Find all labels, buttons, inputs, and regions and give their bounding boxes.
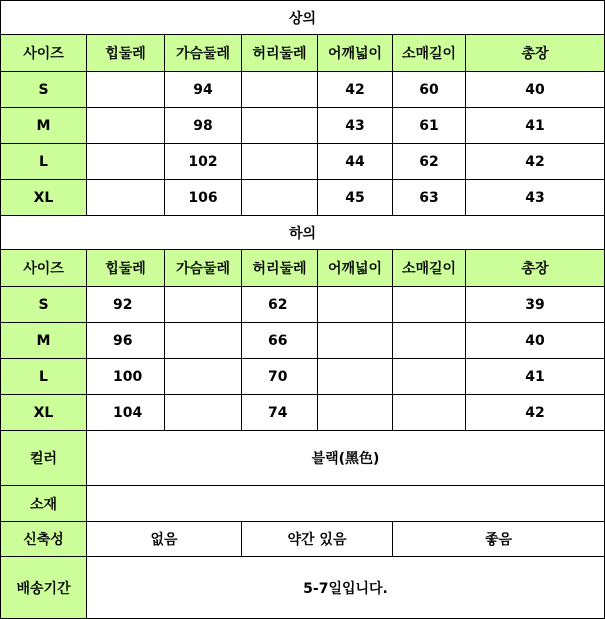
bottom-measure-cell [318,395,393,431]
bottom-measure-cell [318,359,393,395]
material-label: 소재 [1,486,87,522]
bottom-measure-cell [318,287,393,323]
top-size-label: M [1,108,87,144]
top-measure-cell: 45 [318,180,393,216]
top-measure-cell [87,180,165,216]
bottom-measure-cell: 70 [242,359,318,395]
bottom-header-cell: 사이즈 [1,250,87,287]
bottom-table-row [1,287,605,323]
top-measure-cell: 44 [318,144,393,180]
bottom-measure-cell: 66 [242,323,318,359]
top-table-row [1,144,605,180]
bottom-measure-cell: 92 [87,287,165,323]
top-measure-cell [242,180,318,216]
stretch-option-none: 없음 [87,522,242,557]
top-header-cell: 가슴둘레 [165,35,242,72]
bottom-header-cell: 허리둘레 [242,250,318,287]
top-measure-cell: 61 [393,108,466,144]
top-size-label: L [1,144,87,180]
top-measure-cell: 42 [318,72,393,108]
bottom-measure-cell: 40 [466,323,605,359]
stretch-label: 신축성 [1,522,87,557]
bottom-measure-cell [393,395,466,431]
bottom-header-cell: 힙둘레 [87,250,165,287]
stretch-option-some: 약간 있음 [242,522,393,557]
bottom-size-label: XL [1,395,87,431]
top-header-cell: 어깨넓이 [318,35,393,72]
bottom-measure-cell [165,359,242,395]
shipping-label: 배송기간 [1,557,87,619]
top-measure-cell [87,108,165,144]
top-measure-cell [242,144,318,180]
bottom-table-row [1,395,605,431]
bottom-table-row [1,323,605,359]
bottom-section-title: 하의 [1,216,605,250]
top-measure-cell [87,144,165,180]
bottom-measure-cell: 104 [87,395,165,431]
top-section-title: 상의 [1,1,605,35]
bottom-measure-cell [393,359,466,395]
top-measure-cell: 63 [393,180,466,216]
bottom-measure-cell: 39 [466,287,605,323]
bottom-measure-cell: 41 [466,359,605,395]
bottom-header-cell: 소매길이 [393,250,466,287]
bottom-size-label: M [1,323,87,359]
bottom-header-cell: 가슴둘레 [165,250,242,287]
top-table-row [1,72,605,108]
color-value: 블랙(黑色) [87,431,605,486]
stretch-option-good: 좋음 [393,522,605,557]
top-header-cell: 소매길이 [393,35,466,72]
top-measure-cell: 60 [393,72,466,108]
top-measure-cell: 62 [393,144,466,180]
bottom-measure-cell [165,395,242,431]
top-measure-cell: 102 [165,144,242,180]
top-table-row [1,108,605,144]
shipping-value: 5-7일입니다. [87,557,605,619]
bottom-size-label: S [1,287,87,323]
top-header-cell: 사이즈 [1,35,87,72]
top-measure-cell [242,72,318,108]
bottom-size-label: L [1,359,87,395]
bottom-measure-cell: 62 [242,287,318,323]
bottom-measure-cell [318,323,393,359]
bottom-measure-cell: 74 [242,395,318,431]
top-measure-cell: 106 [165,180,242,216]
top-measure-cell: 42 [466,144,605,180]
top-measure-cell: 43 [466,180,605,216]
bottom-header-cell: 어깨넓이 [318,250,393,287]
bottom-measure-cell [393,323,466,359]
material-value [87,486,605,522]
bottom-header-cell: 총장 [466,250,605,287]
top-measure-cell: 98 [165,108,242,144]
top-header-cell: 총장 [466,35,605,72]
top-size-label: S [1,72,87,108]
bottom-measure-cell [165,287,242,323]
top-size-label: XL [1,180,87,216]
color-label: 컬러 [1,431,87,486]
bottom-measure-cell: 96 [87,323,165,359]
top-measure-cell: 94 [165,72,242,108]
top-measure-cell [242,108,318,144]
bottom-measure-cell: 42 [466,395,605,431]
bottom-measure-cell [165,323,242,359]
bottom-table-row [1,359,605,395]
top-measure-cell [87,72,165,108]
top-header-cell: 허리둘레 [242,35,318,72]
top-header-cell: 힙둘레 [87,35,165,72]
top-measure-cell: 40 [466,72,605,108]
bottom-measure-cell [393,287,466,323]
top-measure-cell: 41 [466,108,605,144]
bottom-measure-cell: 100 [87,359,165,395]
top-measure-cell: 43 [318,108,393,144]
top-table-row [1,180,605,216]
